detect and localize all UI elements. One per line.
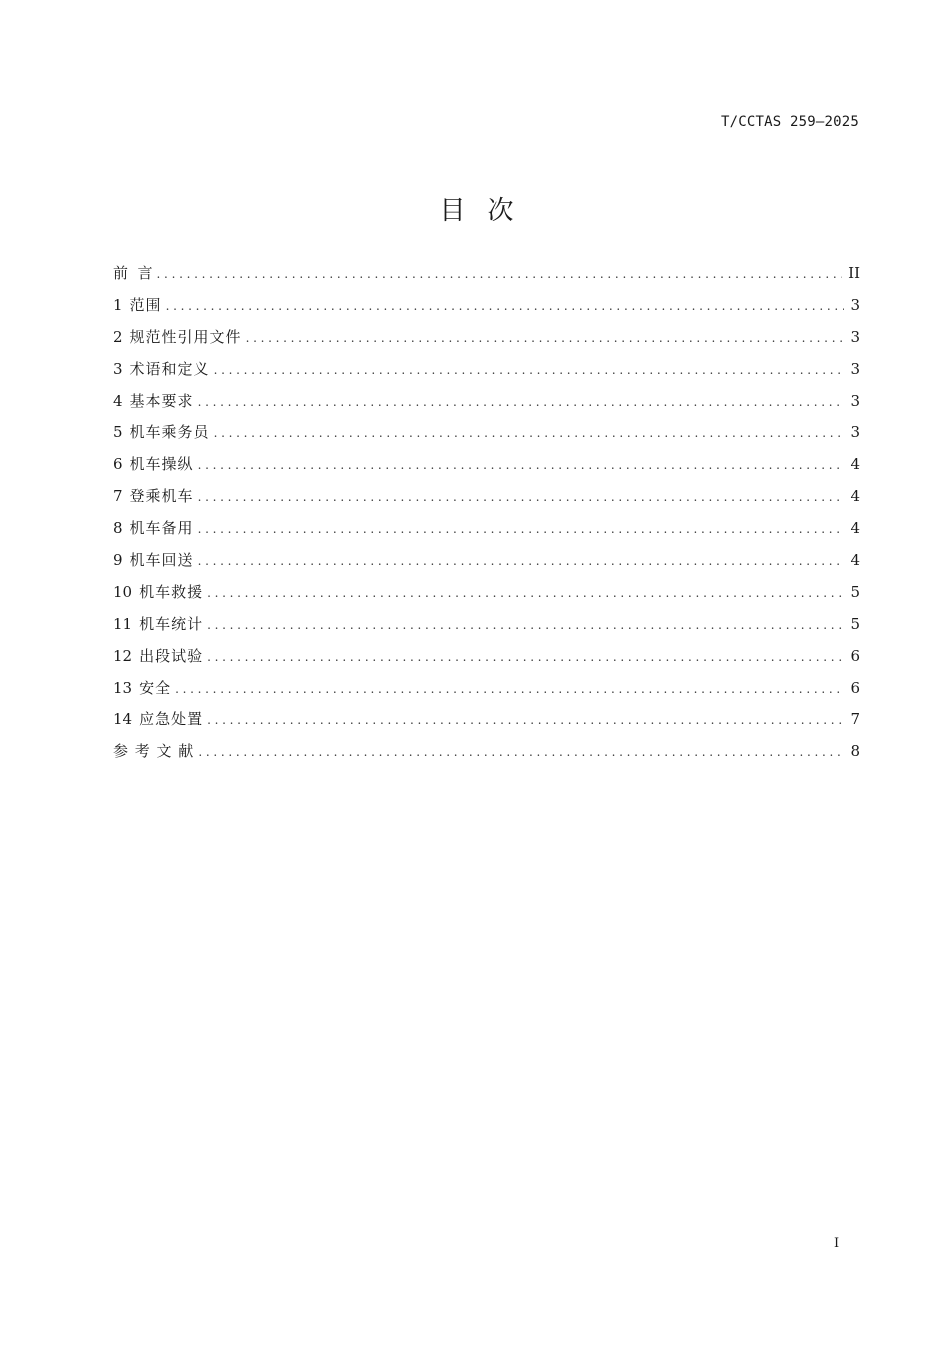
toc-entry-number: 2 [113, 327, 123, 346]
toc-entry-3[interactable] [113, 354, 860, 386]
toc-entry-8[interactable] [113, 513, 860, 545]
toc-dot-leader [198, 482, 845, 514]
toc-dot-leader [198, 737, 844, 769]
toc-dot-leader [198, 450, 845, 482]
toc-entry-label: 机车操纵 [129, 455, 194, 474]
toc-dot-leader [175, 674, 844, 706]
toc-entry-page: 3 [850, 391, 860, 410]
toc-entry-page: 5 [850, 614, 860, 633]
toc-entry-number: 12 [113, 646, 133, 665]
toc-entry-page: 4 [850, 519, 860, 538]
toc-dot-leader [166, 291, 845, 323]
toc-entry-label: 机车统计 [139, 614, 204, 633]
toc-entry-label: 登乘机车 [129, 487, 194, 506]
toc-entry-number: 11 [113, 614, 133, 633]
toc-entry-label: 出段试验 [139, 646, 204, 665]
toc-entry-number: 1 [113, 295, 123, 314]
toc-entry-page: 6 [850, 678, 860, 697]
toc-entry-page: 4 [850, 551, 860, 570]
toc-entry-page: 4 [850, 487, 860, 506]
toc-dot-leader [198, 546, 845, 578]
toc-entry-11[interactable] [113, 609, 860, 641]
toc-entry-references[interactable] [113, 736, 860, 768]
toc-entry-label: 机车备用 [129, 519, 194, 538]
toc-entry-7[interactable] [113, 481, 860, 513]
toc-entry-number: 7 [113, 487, 123, 506]
toc-entry-5[interactable] [113, 417, 860, 449]
toc-entry-page: 5 [850, 582, 860, 601]
page-number: I [834, 1236, 840, 1251]
toc-entry-page: 8 [850, 742, 860, 761]
toc-entry-number: 10 [113, 582, 133, 601]
toc-entry-page: 6 [850, 646, 860, 665]
toc-dot-leader [207, 642, 844, 674]
toc-entry-label: 参 考 文 献 [113, 742, 195, 761]
toc-entry-page: 3 [850, 423, 860, 442]
toc-entry-13[interactable] [113, 673, 860, 705]
toc-entry-14[interactable] [113, 704, 860, 736]
toc-entry-page: 3 [850, 295, 860, 314]
toc-dot-leader [207, 578, 844, 610]
toc-entry-label: 应急处置 [139, 710, 204, 729]
toc-entry-2[interactable] [113, 322, 860, 354]
toc-entry-label: 范围 [129, 295, 162, 314]
toc-entry-number: 14 [113, 710, 133, 729]
toc-entry-1[interactable] [113, 290, 860, 322]
toc-entry-9[interactable] [113, 545, 860, 577]
table-of-contents [113, 258, 860, 768]
toc-entry-number: 13 [113, 678, 133, 697]
toc-entry-number: 4 [113, 391, 123, 410]
toc-entry-label: 规范性引用文件 [129, 327, 242, 346]
toc-entry-label: 机车回送 [129, 551, 194, 570]
toc-dot-leader [214, 355, 845, 387]
toc-entry-label: 安全 [139, 678, 172, 697]
toc-entry-number: 3 [113, 359, 123, 378]
toc-entry-page: II [848, 264, 860, 282]
toc-entry-4[interactable] [113, 386, 860, 418]
toc-entry-label: 术语和定义 [129, 359, 210, 378]
toc-entry-number: 8 [113, 519, 123, 538]
toc-dot-leader [207, 705, 844, 737]
toc-dot-leader [207, 610, 844, 642]
toc-dot-leader [157, 259, 843, 291]
toc-entry-page: 3 [850, 327, 860, 346]
toc-entry-page: 3 [850, 359, 860, 378]
toc-entry-label: 机车救援 [139, 582, 204, 601]
document-code: T/CCTAS 259—2025 [720, 114, 859, 130]
toc-entry-label: 前 言 [113, 264, 153, 282]
toc-entry-foreword[interactable] [113, 258, 860, 290]
toc-entry-12[interactable] [113, 641, 860, 673]
toc-entry-number: 9 [113, 551, 123, 570]
toc-entry-page: 4 [850, 455, 860, 474]
toc-dot-leader [198, 514, 845, 546]
toc-title: 目次 [439, 196, 536, 226]
toc-entry-6[interactable] [113, 449, 860, 481]
toc-entry-number: 6 [113, 455, 123, 474]
toc-entry-label: 基本要求 [129, 391, 194, 410]
toc-entry-10[interactable] [113, 577, 860, 609]
toc-dot-leader [246, 323, 845, 355]
toc-dot-leader [198, 387, 845, 419]
toc-entry-label: 机车乘务员 [129, 423, 210, 442]
toc-dot-leader [214, 418, 845, 450]
toc-entry-page: 7 [850, 710, 860, 729]
toc-entry-number: 5 [113, 423, 123, 442]
